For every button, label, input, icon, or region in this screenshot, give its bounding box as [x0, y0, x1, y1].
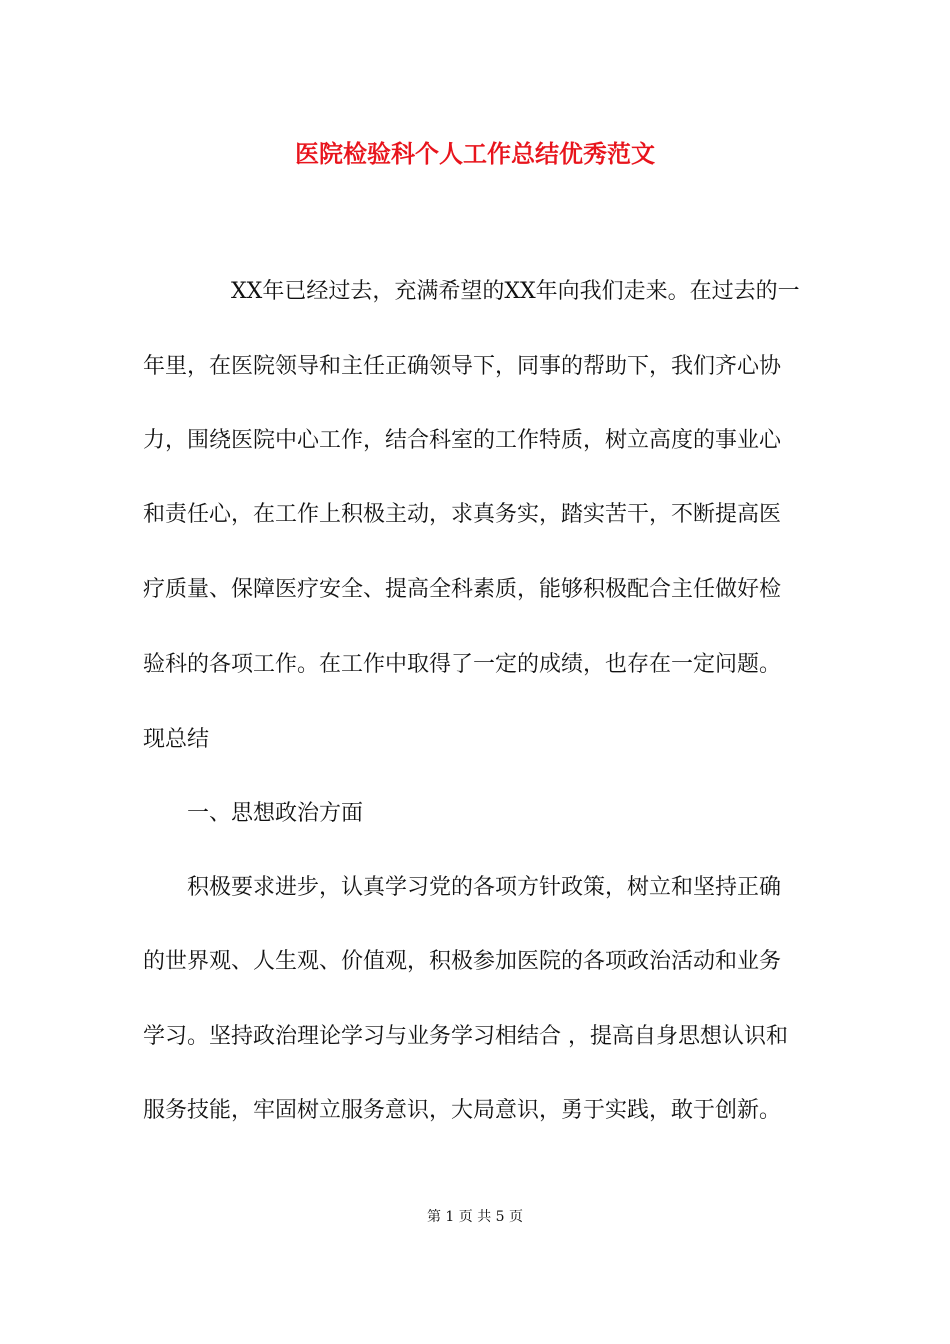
page-footer: 第 1 页 共 5 页 [426, 1209, 524, 1225]
paragraph-1-line-7: 现总结 [143, 727, 210, 752]
paragraph-2-line-2: 的世界观、人生观、价值观，积极参加医院的各项政治活动和业务 [143, 949, 782, 974]
paragraph-1-line-3: 力，围绕医院中心工作，结合科室的工作特质，树立高度的事业心 [143, 428, 782, 453]
paragraph-1-line-5: 疗质量、保障医疗安全、提高全科素质，能够积极配合主任做好检 [143, 577, 782, 602]
paragraph-1-line-2: 年里，在医院领导和主任正确领导下，同事的帮助下，我们齐心协 [143, 354, 782, 379]
paragraph-2-line-1: 积极要求进步，认真学习党的各项方针政策，树立和坚持正确 [187, 875, 782, 900]
paragraph-1-line-1: XX年已经过去，充满希望的XX年向我们走来。在过去的一 [231, 279, 800, 304]
document-title: 医院检验科个人工作总结优秀范文 [295, 139, 655, 168]
paragraph-2-line-3: 学习。坚持政治理论学习与业务学习相结合 ，提高自身思想认识和 [143, 1024, 788, 1049]
paragraph-1-line-4: 和责任心，在工作上积极主动，求真务实，踏实苦干，不断提高医 [143, 502, 782, 527]
section-heading: 一、思想政治方面 [187, 801, 364, 826]
paragraph-1-line-6: 验科的各项工作。在工作中取得了一定的成绩，也存在一定问题。 [143, 652, 782, 677]
paragraph-2-line-4: 服务技能，牢固树立服务意识，大局意识，勇于实践，敢于创新。 [143, 1098, 782, 1123]
